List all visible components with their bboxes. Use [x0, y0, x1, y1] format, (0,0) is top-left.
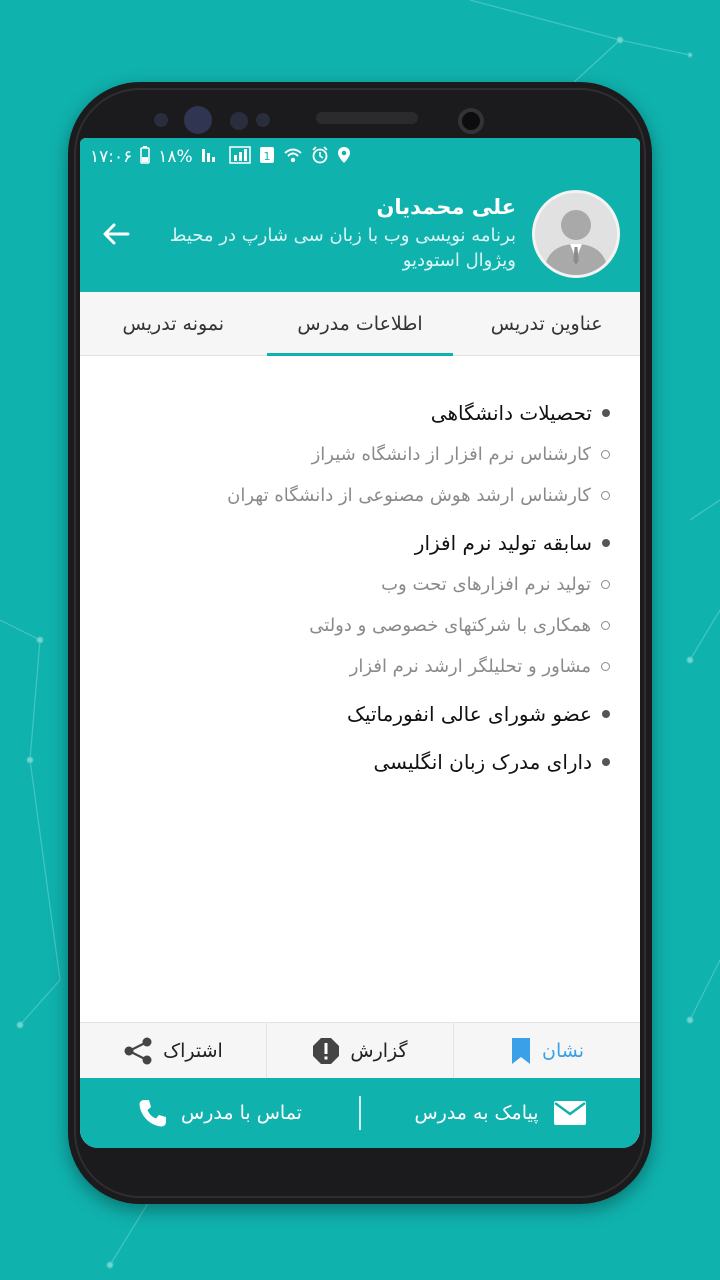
info-section [110, 522, 610, 687]
list-item-text: تولید نرم افزارهای تحت وب [381, 574, 591, 595]
signal-icon [229, 146, 251, 168]
call-teacher-label: تماس با مدرس [181, 1102, 302, 1124]
envelope-icon [553, 1100, 587, 1126]
list-item-text: همکاری با شرکتهای خصوصی و دولتی [309, 615, 591, 636]
circle-bullet-icon [601, 621, 610, 630]
app-header [80, 176, 640, 292]
bullet-icon [602, 710, 610, 718]
section-title [110, 392, 610, 434]
phone-sensor [184, 106, 212, 134]
sms-teacher-label: پیامک به مدرس [414, 1102, 539, 1124]
bullet-icon [602, 539, 610, 547]
teacher-name: علی محمدیان [376, 195, 516, 219]
bookmark-label: نشان [542, 1039, 584, 1062]
share-icon [123, 1036, 153, 1066]
section-title [110, 522, 610, 564]
action-bar [80, 1022, 640, 1078]
call-teacher-button[interactable] [80, 1098, 359, 1128]
teacher-info-content [80, 356, 640, 1022]
sms-teacher-button[interactable] [361, 1100, 640, 1126]
share-label: اشتراک [163, 1039, 223, 1062]
bookmark-icon [510, 1037, 532, 1065]
tab-bar [80, 292, 640, 356]
svg-text:1: 1 [263, 150, 271, 163]
list-item [110, 564, 610, 605]
circle-bullet-icon [601, 580, 610, 589]
section-title-text: تحصیلات دانشگاهی [430, 401, 592, 425]
status-time: ۱۷:۰۶ [90, 147, 133, 167]
phone-speaker [316, 112, 418, 124]
phone-sensor [256, 113, 270, 127]
list-item-text: مشاور و تحلیلگر ارشد نرم افزار [349, 656, 591, 677]
tab-teaching-topics[interactable]: عناوین تدریس [490, 312, 603, 335]
section-title-text: عضو شورای عالی انفورماتیک [347, 702, 592, 726]
wifi-icon [283, 146, 303, 168]
user-silhouette-icon [536, 197, 616, 275]
location-icon [337, 146, 351, 168]
list-item [110, 646, 610, 687]
header-text [134, 195, 532, 273]
circle-bullet-icon [601, 450, 610, 459]
contact-divider [359, 1096, 361, 1130]
list-item-text: کارشناس ارشد هوش مصنوعی از دانشگاه تهران [227, 485, 591, 506]
share-button[interactable] [80, 1023, 267, 1078]
list-item [110, 434, 610, 475]
phone-sensor [154, 113, 168, 127]
tab-teaching-sample[interactable]: نمونه تدریس [122, 312, 225, 335]
info-section [110, 741, 610, 783]
app-screen [80, 138, 640, 1148]
contact-bar [80, 1078, 640, 1148]
bullet-icon [602, 409, 610, 417]
list-item [110, 475, 610, 516]
section-title-text: دارای مدرک زبان انگلیسی [373, 750, 592, 774]
phone-sensor [230, 112, 248, 130]
status-bar [80, 138, 640, 176]
back-button[interactable] [98, 216, 134, 252]
info-section [110, 392, 610, 516]
section-title [110, 693, 610, 735]
section-title [110, 741, 610, 783]
info-section [110, 693, 610, 735]
avatar [532, 190, 620, 278]
list-item [110, 605, 610, 646]
tab-teacher-info[interactable]: اطلاعات مدرس [267, 292, 454, 355]
battery-percent: ۱۸% [158, 147, 193, 167]
bookmark-button[interactable] [454, 1023, 640, 1078]
report-label: گزارش [350, 1039, 408, 1062]
report-icon [312, 1037, 340, 1065]
course-title: برنامه نویسی وب با زبان سی شارپ در محیط ویژوال استودیو [169, 225, 516, 271]
circle-bullet-icon [601, 662, 610, 671]
phone-camera [458, 108, 484, 134]
list-item-text: کارشناس نرم افزار از دانشگاه شیراز [311, 444, 591, 465]
alarm-icon [311, 146, 329, 168]
sim-icon [259, 146, 275, 168]
signal-icon [201, 147, 221, 167]
arrow-back-icon [102, 222, 130, 246]
phone-icon [137, 1098, 167, 1128]
circle-bullet-icon [601, 491, 610, 500]
bullet-icon [602, 758, 610, 766]
battery-icon [140, 146, 150, 168]
section-title-text: سابقه تولید نرم افزار [414, 531, 592, 555]
report-button[interactable] [267, 1023, 454, 1078]
